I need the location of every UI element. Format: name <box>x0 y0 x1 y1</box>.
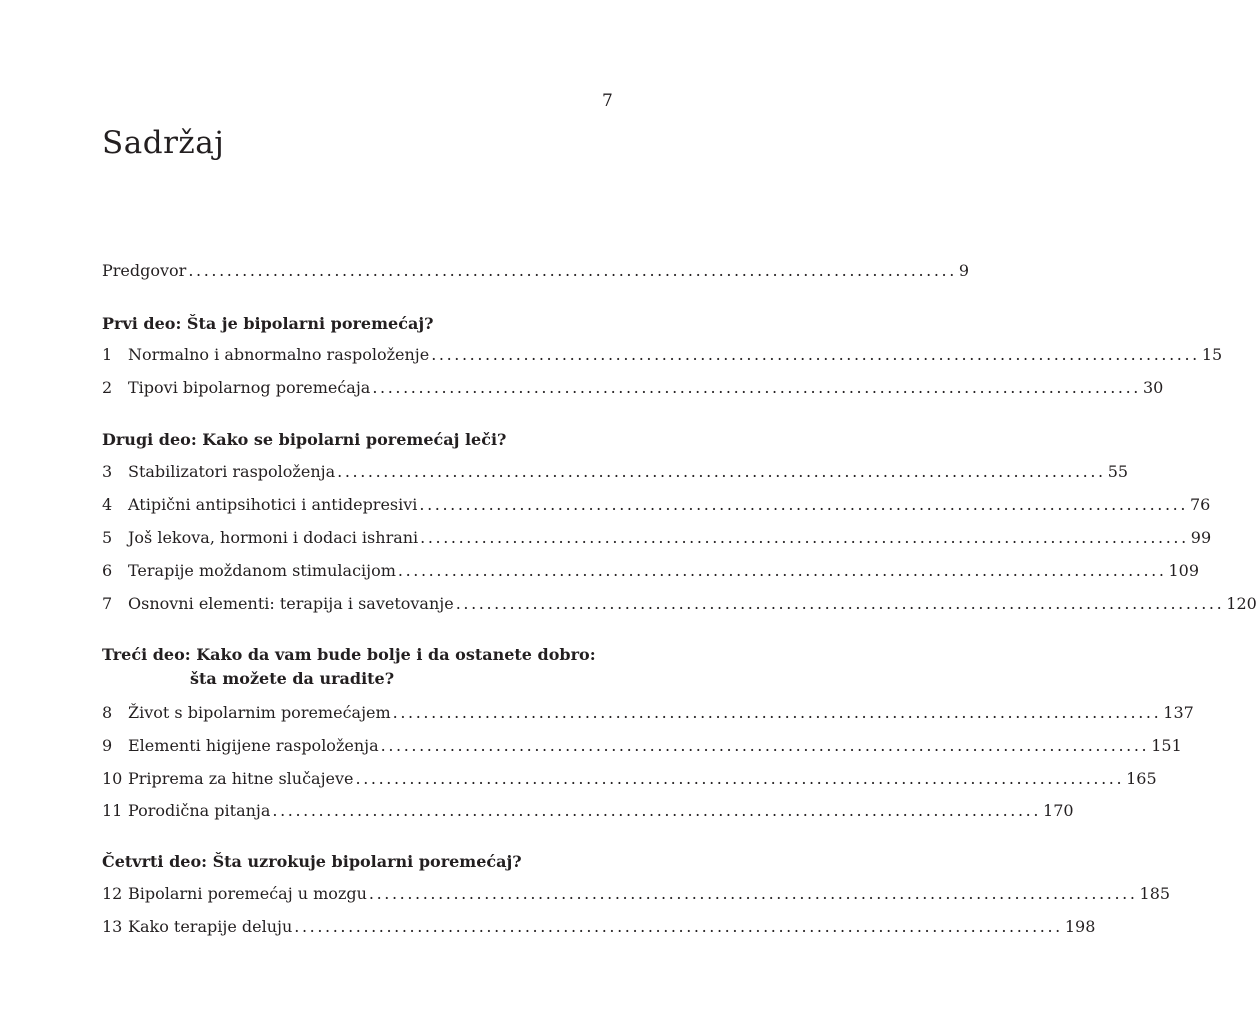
toc-entry-page: 15 <box>1201 345 1223 364</box>
toc-entry-number: 12 <box>102 884 123 903</box>
toc-entry-7 <box>102 593 1257 615</box>
toc-entry-page: 137 <box>1163 703 1194 722</box>
toc-entry-text: Još lekova, hormoni i dodaci ishrani <box>128 528 419 547</box>
toc-entry-page: 76 <box>1190 495 1211 514</box>
toc-entry-9 <box>102 735 1182 757</box>
toc-leader: .................................................................................................... <box>355 769 1125 788</box>
toc-leader: .................................................................................................... <box>455 594 1225 613</box>
toc-entry-preface <box>102 260 970 282</box>
toc-entry-12 <box>102 883 1171 905</box>
toc-leader: .................................................................................................... <box>294 917 1063 936</box>
toc-entry-1 <box>102 344 1223 366</box>
toc-entry-number: 13 <box>102 917 123 936</box>
toc-entry-number: 6 <box>102 561 113 580</box>
toc-entry-page: 120 <box>1226 594 1257 613</box>
toc-entry-text: Osnovni elementi: terapija i savetovanje <box>128 594 454 613</box>
toc-entry-number: 5 <box>102 528 113 547</box>
toc-entry-text: Predgovor <box>102 261 187 280</box>
toc-entry-page: 9 <box>958 261 970 280</box>
toc-entry-number: 7 <box>102 594 113 613</box>
toc-entry-10 <box>102 768 1157 790</box>
toc-entry-number: 11 <box>102 801 123 820</box>
part-heading-1: Prvi deo: Šta je bipolarni poremećaj? <box>102 314 434 333</box>
toc-leader: .................................................................................................... <box>431 345 1200 364</box>
toc-entry-text: Atipični antipsihotici i antidepresivi <box>128 495 418 514</box>
part-heading-text: Treći deo: Kako da vam bude bolje i da ostanete dobro: <box>102 645 596 664</box>
toc-entry-text: Terapije moždanom stimulacijom <box>128 561 396 580</box>
toc-entry-6 <box>102 560 1200 582</box>
toc-leader: .................................................................................................... <box>188 261 957 280</box>
toc-entry-page: 109 <box>1168 561 1200 580</box>
toc-entry-8 <box>102 702 1194 724</box>
toc-entry-number: 8 <box>102 703 113 722</box>
page-title: Sadržaj <box>102 125 225 161</box>
toc-leader: .................................................................................................... <box>392 703 1162 722</box>
toc-entry-page: 170 <box>1043 801 1074 820</box>
toc-leader: .................................................................................................... <box>420 528 1189 547</box>
toc-entry-5 <box>102 527 1212 549</box>
toc-leader: .................................................................................................... <box>368 884 1138 903</box>
toc-entry-2 <box>102 377 1164 399</box>
part-heading-3 <box>102 643 596 691</box>
toc-entry-text: Život s bipolarnim poremećajem <box>128 703 391 722</box>
toc-entry-number: 10 <box>102 769 123 788</box>
toc-entry-4 <box>102 494 1211 516</box>
toc-entry-text: Normalno i abnormalno raspoloženje <box>128 345 430 364</box>
toc-entry-text: Priprema za hitne slučajeve <box>128 769 354 788</box>
toc-entry-number: 3 <box>102 462 113 481</box>
part-heading-4: Četvrti deo: Šta uzrokuje bipolarni poremećaj? <box>102 852 522 871</box>
toc-entry-text: Elementi higijene raspoloženja <box>128 736 379 755</box>
toc-leader: .................................................................................................... <box>419 495 1188 514</box>
toc-leader: .................................................................................................... <box>397 561 1167 580</box>
page-number: 7 <box>602 91 613 111</box>
toc-entry-13 <box>102 916 1096 938</box>
toc-entry-3 <box>102 461 1129 483</box>
toc-entry-page: 198 <box>1064 917 1096 936</box>
toc-entry-11 <box>102 800 1074 822</box>
toc-entry-number: 1 <box>102 345 113 364</box>
toc-entry-page: 185 <box>1139 884 1171 903</box>
toc-entry-page: 55 <box>1107 462 1129 481</box>
toc-entry-page: 151 <box>1151 736 1182 755</box>
toc-entry-number: 2 <box>102 378 113 397</box>
toc-entry-text: Tipovi bipolarnog poremećaja <box>128 378 371 397</box>
toc-entry-page: 30 <box>1142 378 1164 397</box>
toc-leader: .................................................................................................... <box>337 462 1106 481</box>
toc-entry-text: Stabilizatori raspoloženja <box>128 462 336 481</box>
part-heading-2: Drugi deo: Kako se bipolarni poremećaj leči? <box>102 430 507 449</box>
toc-entry-text: Porodična pitanja <box>128 801 271 820</box>
toc-entry-page: 99 <box>1190 528 1212 547</box>
part-heading-continuation: šta možete da uradite? <box>190 669 395 688</box>
toc-entry-page: 165 <box>1126 769 1157 788</box>
toc-entry-text: Kako terapije deluju <box>128 917 293 936</box>
toc-entry-number: 4 <box>102 495 113 514</box>
toc-entry-number: 9 <box>102 736 113 755</box>
toc-leader: .................................................................................................... <box>380 736 1150 755</box>
toc-leader: .................................................................................................... <box>272 801 1042 820</box>
toc-leader: .................................................................................................... <box>372 378 1141 397</box>
toc-entry-text: Bipolarni poremećaj u mozgu <box>128 884 367 903</box>
